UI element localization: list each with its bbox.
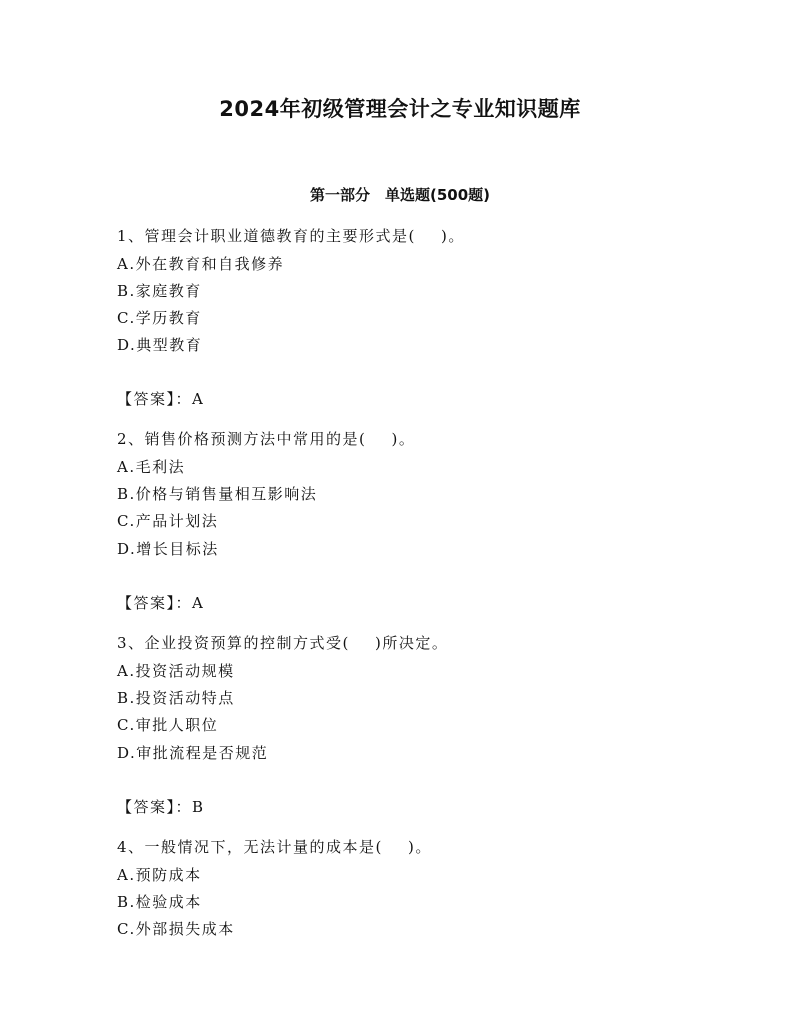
question-4-option-a: A.预防成本 xyxy=(117,866,202,884)
question-2-option-b: B.价格与销售量相互影响法 xyxy=(117,485,318,503)
question-2-option-c: C.产品计划法 xyxy=(117,512,219,530)
question-1-option-a: A.外在教育和自我修养 xyxy=(117,255,285,273)
question-4-option-b: B.检验成本 xyxy=(117,893,202,911)
question-2-stem: 2、销售价格预测方法中常用的是( )。 xyxy=(117,430,416,448)
question-1-option-d: D.典型教育 xyxy=(117,336,203,354)
question-1-option-c: C.学历教育 xyxy=(117,309,202,327)
question-1-option-b: B.家庭教育 xyxy=(117,282,202,300)
question-2-option-a: A.毛利法 xyxy=(117,458,186,476)
question-2-answer: 【答案】：A xyxy=(117,594,205,612)
question-3-answer: 【答案】：B xyxy=(117,798,205,816)
document-title: 2024年初级管理会计之专业知识题库 xyxy=(219,97,581,121)
question-3-stem: 3、企业投资预算的控制方式受( )所决定。 xyxy=(117,634,449,652)
question-3-option-c: C.审批人职位 xyxy=(117,716,219,734)
question-1-answer: 【答案】：A xyxy=(117,390,205,408)
question-1-stem: 1、管理会计职业道德教育的主要形式是( )。 xyxy=(117,227,465,245)
question-3-option-b: B.投资活动特点 xyxy=(117,689,235,707)
question-4-stem: 4、一般情况下，无法计量的成本是( )。 xyxy=(117,838,432,856)
question-2-option-d: D.增长目标法 xyxy=(117,540,219,558)
section-title: 第一部分 单选题(500题) xyxy=(309,186,491,204)
question-3-option-d: D.审批流程是否规范 xyxy=(117,744,269,762)
question-4-option-c: C.外部损失成本 xyxy=(117,920,235,938)
question-3-option-a: A.投资活动规模 xyxy=(117,662,235,680)
